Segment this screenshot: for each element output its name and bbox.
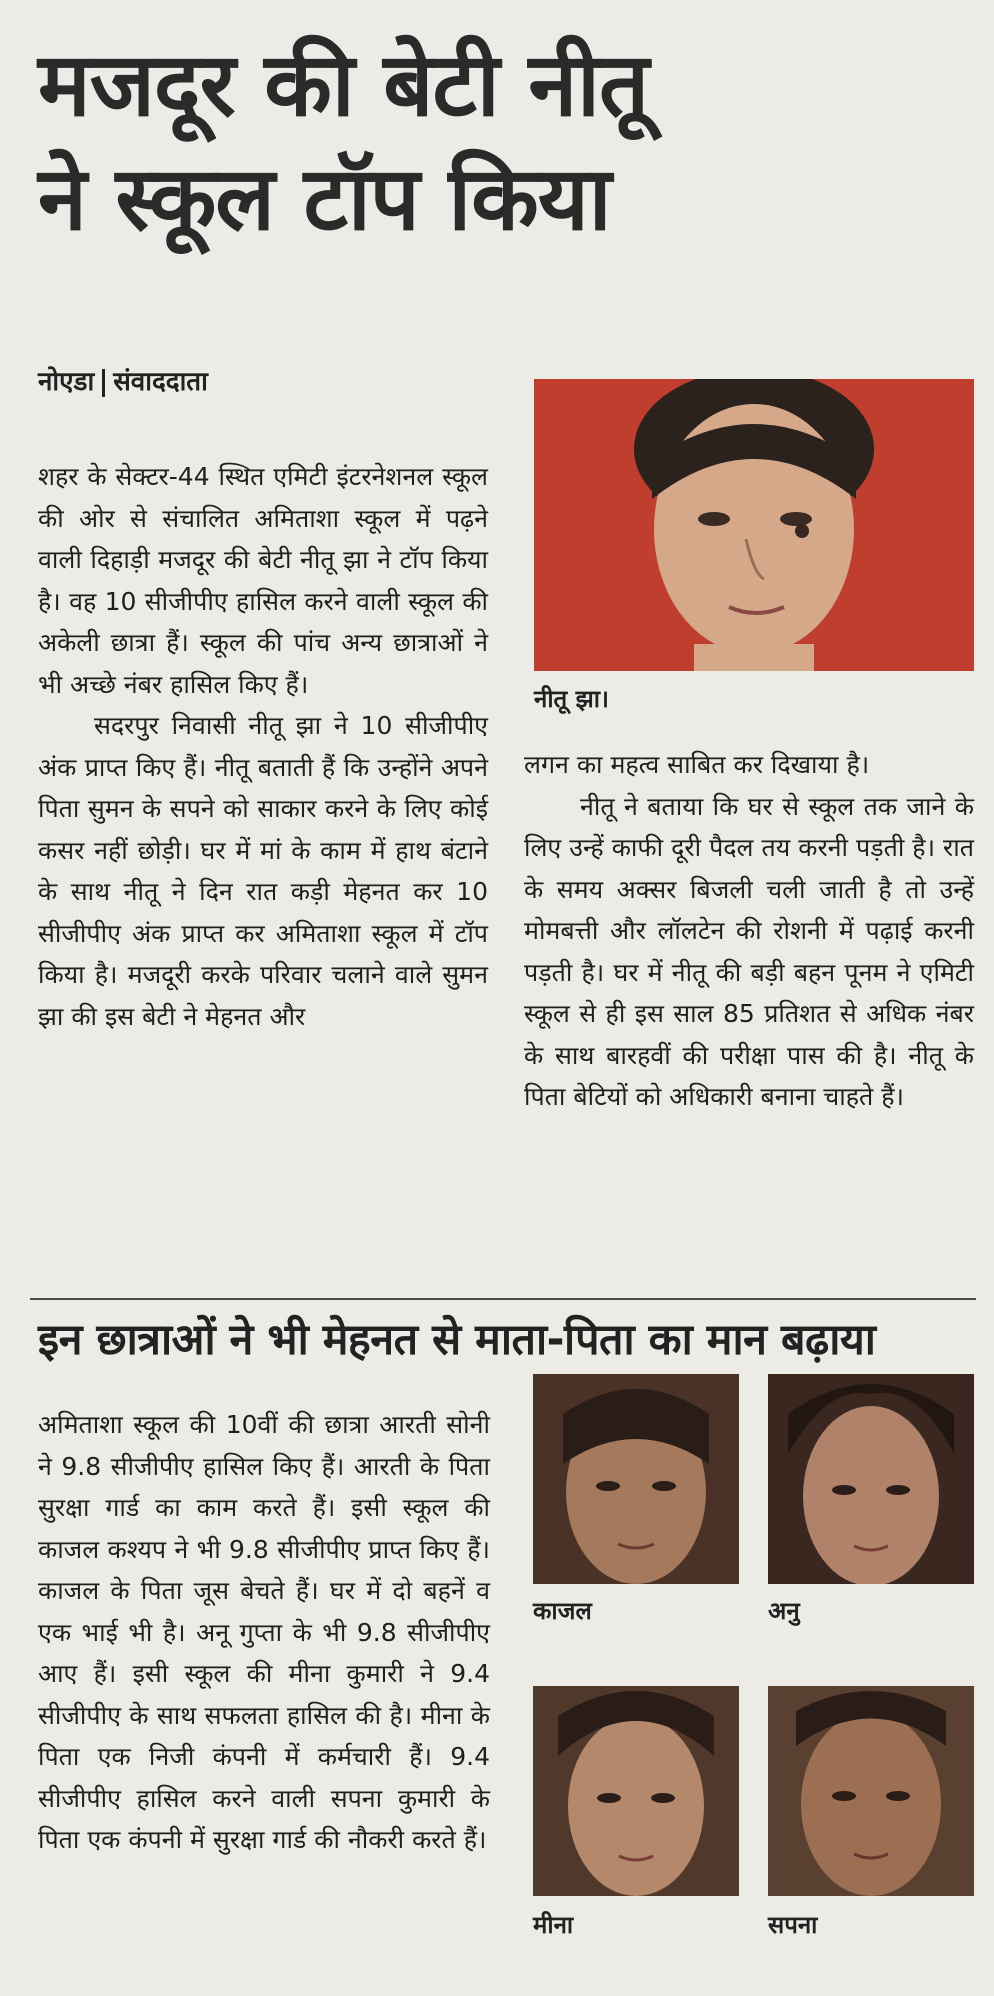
article-column-1 bbox=[38, 456, 488, 1037]
student-photo-meena bbox=[533, 1686, 739, 1896]
byline bbox=[38, 362, 208, 398]
section-divider bbox=[30, 1298, 976, 1300]
headline-line-1: मजदूर की बेटी नीतू bbox=[38, 33, 649, 136]
paragraph: अमिताशा स्कूल की 10वीं की छात्रा आरती सोनी ने 9.8 सीजीपीए हासिल किए हैं। आरती के पिता सुरक्षा गार्ड का काम करते हैं। इसी स्कूल की काजल कश्यप ने भी 9.8 सीजीपीए प्राप्त किए हैं। काजल के पिता जूस बेचते हैं। घर में दो बहनें व एक भाई भी है। अनू गुप्ता के भी 9.8 सीजीपीए आए हैं। इसी स्कूल की मीना कुमारी ने 9.4 सीजीपीए के साथ सफलता हासिल की है। मीना के पिता एक निजी कंपनी में कर्मचारी हैं। 9.4 सीजीपीए हासिल करने वाली सपना कुमारी के पिता एक कंपनी में सुरक्षा गार्ड की नौकरी करते हैं। bbox=[38, 1410, 490, 1854]
byline-separator bbox=[102, 369, 105, 397]
headline-line-2: ने स्कूल टॉप किया bbox=[38, 147, 611, 250]
student-photo-kajal bbox=[533, 1374, 739, 1584]
student-caption: अनु bbox=[768, 1597, 800, 1625]
article-column-3 bbox=[38, 1404, 490, 1861]
byline-author: संवाददाता bbox=[113, 367, 208, 397]
main-photo bbox=[534, 379, 974, 671]
paragraph: लगन का महत्व साबित कर दिखाया है। bbox=[524, 750, 870, 779]
student-photo-anu bbox=[768, 1374, 974, 1584]
student-photo-sapna bbox=[768, 1686, 974, 1896]
paragraph: शहर के सेक्टर-44 स्थित एमिटी इंटरनेशनल स्कूल की ओर से संचालित अमिताशा स्कूल में पढ़ने वाली दिहाड़ी मजदूर की बेटी नीतू झा ने टॉप किया है। वह 10 सीजीपीए हासिल करने वाली स्कूल की अकेली छात्रा हैं। स्कूल की पांच अन्य छात्राओं ने भी अच्छे नंबर हासिल किए हैं। bbox=[38, 462, 488, 699]
main-photo-caption: नीतू झा। bbox=[534, 685, 610, 713]
student-caption: मीना bbox=[533, 1911, 574, 1939]
headline bbox=[38, 28, 968, 256]
article-column-2 bbox=[524, 744, 974, 1118]
paragraph: नीतू ने बताया कि घर से स्कूल तक जाने के लिए उन्हें काफी दूरी पैदल तय करनी पड़ती है। रात के समय अक्सर बिजली चली जाती है तो उन्हें मोमबत्ती और लॉलटेन की रोशनी में पढ़ाई करनी पड़ती है। घर में नीतू की बड़ी बहन पूनम ने एमिटी स्कूल से ही इस साल 85 प्रतिशत से अधिक नंबर के साथ बारहवीं की परीक्षा पास की है। नीतू के पिता बेटियों को अधिकारी बनाना चाहते हैं। bbox=[524, 791, 974, 1111]
byline-place: नोएडा bbox=[38, 367, 95, 397]
student-caption: सपना bbox=[768, 1911, 818, 1939]
subheadline: इन छात्राओं ने भी मेहनत से माता-पिता का मान बढ़ाया bbox=[38, 1315, 876, 1365]
student-caption: काजल bbox=[533, 1597, 592, 1625]
paragraph: सदरपुर निवासी नीतू झा ने 10 सीजीपीए अंक प्राप्त किए हैं। नीतू बताती हैं कि उन्होंने अपने पिता सुमन के सपने को साकार करने के लिए कोई कसर नहीं छोड़ी। घर में मां के काम में हाथ बंटाने के साथ नीतू ने दिन रात कड़ी मेहनत कर 10 सीजीपीए अंक प्राप्त कर अमिताशा स्कूल में टॉप किया है। मजदूरी करके परिवार चलाने वाले सुमन झा की इस बेटी ने मेहनत और bbox=[38, 711, 488, 1031]
